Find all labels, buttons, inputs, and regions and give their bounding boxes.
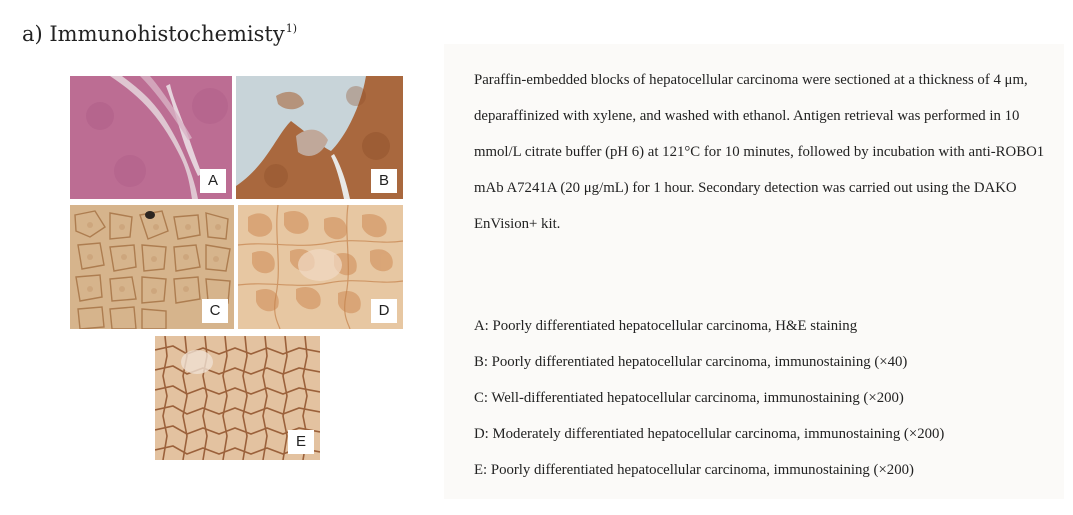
section-heading: [22, 22, 297, 46]
legend-item-b: B: Poorly differentiated hepatocellular carcinoma, immunostaining (×40): [474, 354, 908, 370]
legend-item-c: C: Well-differentiated hepatocellular carcinoma, immunostaining (×200): [474, 390, 904, 406]
panel-label-c: C: [202, 299, 228, 323]
micrograph-e: [155, 336, 320, 460]
method-description: Paraffin-embedded blocks of hepatocellular carcinoma were sectioned at a thickness of 4 μm, deparaffinized with xylene, and washed with ethanol. Antigen retrieval was performed in 10 mmol/L citrate buffer (pH 6) at 121°C for 10 minutes, followed by incubation with anti-ROBO1 mAb A7241A (20 μg/mL) for 1 hour. Secondary detection was carried out using the DAKO EnVision+ kit.: [474, 72, 1045, 232]
legend-item-d: D: Moderately differentiated hepatocellular carcinoma, immunostaining (×200): [474, 426, 945, 442]
micrograph-c: [70, 205, 234, 329]
micrograph-b: [236, 76, 403, 199]
panel-label-d: D: [371, 299, 397, 323]
micrograph-d: [238, 205, 403, 329]
legend-item-e: E: Poorly differentiated hepatocellular carcinoma, immunostaining (×200): [474, 462, 914, 478]
panel-label-e: E: [288, 430, 314, 454]
micrograph-a: [70, 76, 232, 199]
panel-label-a: A: [200, 169, 226, 193]
figure-legend: [474, 308, 1064, 488]
reference-superscript: 1): [285, 22, 298, 35]
description-box: [444, 44, 1064, 499]
section-heading-text: a) Immunohistochemisty: [22, 22, 285, 46]
legend-item-a: A: Poorly differentiated hepatocellular carcinoma, H&E staining: [474, 318, 858, 334]
panel-label-b: B: [371, 169, 397, 193]
